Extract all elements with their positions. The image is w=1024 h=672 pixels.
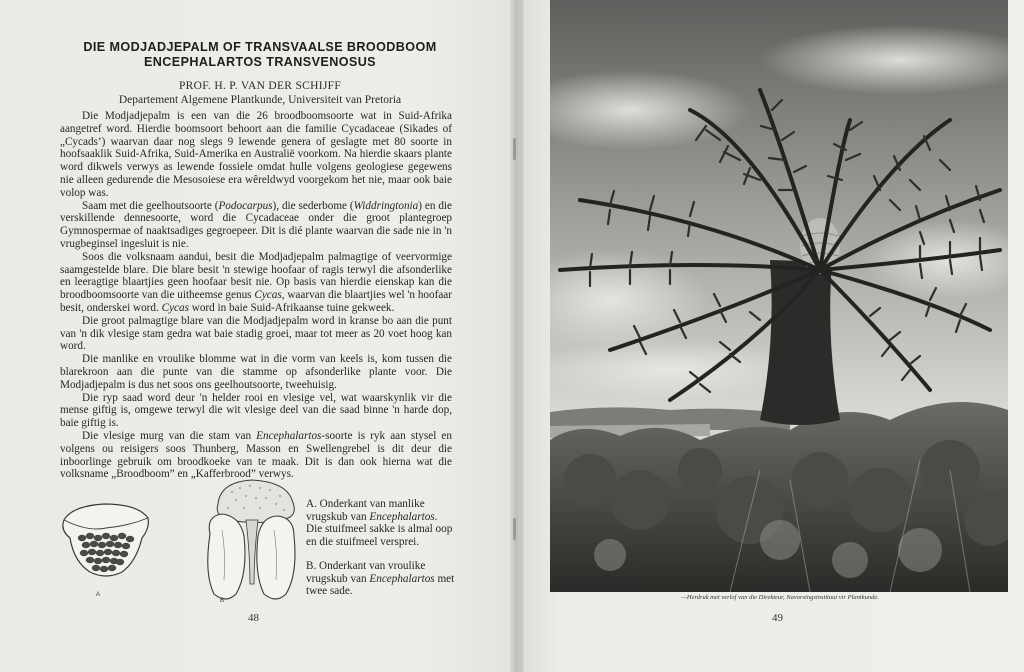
body-paragraph — [60, 200, 452, 251]
body-paragraph — [60, 353, 452, 391]
figure-b-caption — [306, 560, 456, 598]
italic-text-run: Cycas — [161, 301, 189, 314]
author-name: PROF. H. P. VAN DER SCHIJFF — [178, 80, 342, 92]
figure-b-label: B — [220, 598, 225, 604]
italic-text-run: Cycas — [254, 289, 282, 302]
article-title-line-1: DIE MODJADJEPALM OF TRANSVAALSE BROODBOOM — [83, 40, 437, 54]
text-run: word in baie Suid-Afrikaanse tuine gekweek. — [188, 301, 395, 314]
body-paragraph — [60, 110, 452, 200]
text-run: ), die sederbome ( — [272, 199, 354, 212]
italic-text-run: Encephalartos — [369, 572, 435, 585]
italic-text-run: Widdringtonia — [353, 199, 419, 212]
text-run: ) en die verskillende dennesoorte, word die Cycadaceae onder die groot plantegroep Gymnospermae of naaktsadiges gegroepeer. Dit is dié plante waarvan die sade nie in 'n vrugbeginsel ingesluit is nie. — [60, 199, 453, 250]
text-run: -soorte is ryk aan stysel en volgens ou reisigers soos Thunberg, Masson en Swellengrebel is dit deur die inboorlinge gebruik om broodkoeke van te maak. Dit is dan ook hierna wat die volksname „Broodboom” en „Kafferbrood” verwys. — [60, 429, 452, 481]
staple-bottom — [513, 518, 516, 540]
italic-text-run: Encephalartos — [256, 429, 322, 442]
article-body — [60, 110, 452, 481]
text-run: . Die stuifmeel sakke is almal oop en die stuifmeel versprei. — [306, 510, 453, 548]
body-paragraph — [60, 315, 452, 353]
body-paragraph — [60, 251, 452, 315]
text-run: Soos die volksnaam aandui, besit die Modjadjepalm palmagtige of veervormige saamgestelde blare. Die blare besit 'n stewige hoofaar of ragis terwyl die afsonderlike en leeragtige blaartjies geen hoofaar besit nie. Op basis van hierdie eienskap kan die broodboomsoorte van die uitheemse genus — [60, 250, 452, 302]
figure-a-caption — [306, 498, 456, 548]
male-cone-scale-figure — [58, 498, 154, 590]
text-run: Die groot palmagtige blare van die Modjadjepalm word in kranse bo aan die punt van 'n dik vlesige stam gedra wat baie stadig groei, maar tot meer as 20 voet hoog kan word. — [60, 314, 452, 353]
photo-credit: —Herdruk met verlof van die Direkteur, Navorsingsinstituut vir Plantkunde. — [681, 594, 879, 601]
text-run: A. Onderkant van manlike vrugskub van — [306, 498, 425, 523]
text-run: , waarvan die blaartjies wel 'n hoofaar besit, onderskei word. — [60, 289, 452, 314]
text-run: B. Onderkant van vroulike vrugskub van — [306, 560, 426, 585]
page-number-left: 48 — [248, 612, 259, 624]
figure-a-label: A — [96, 592, 101, 598]
female-cone-scale-figure — [200, 474, 304, 608]
body-paragraph — [60, 392, 452, 430]
text-run: Die manlike en vroulike blomme wat in die vorm van keels is, kom tussen die blarekroon aan die punte van die stamme op afsonderlike plante voor. Die Modjadjepalm is dus net soos ons geelhoutsoorte, tweehuisig. — [60, 353, 452, 391]
text-run: met twee sade. — [306, 572, 455, 598]
italic-text-run: Encephalartos — [369, 510, 435, 523]
text-run: Die ryp saad word deur 'n helder rooi en vlesige vel, wat waarskynlik vir die mense giftig is, omgewe terwyl die wit vlesige deel van die saad binne 'n harde dop, baie giftig is. — [60, 391, 452, 430]
text-run: Die Modjadjepalm is een van die 26 broodboomsoorte wat in Suid-Afrika aangetref word. Hierdie boomsoort behoort aan die familie Cycadaceae (Sikades of „Cycads’) waarvan daar nog slegs 9 lewende genera of geslagte met 80 soorte in hoofsaaklik Suid-Afrika, Suid-Amerika en Australië voorkom. Na hierdie skaars plante word dikwels verwys as lewende fossiele omdat hulle volgens geologiese gegewens nie alleen gedurende die Mesosoiese era wêreldwyd voorgekom het nie, maar ook baie volop was. — [60, 110, 452, 199]
text-run: Die vlesige murg van die stam van — [82, 429, 257, 442]
article-title-line-2: ENCEPHALARTOS TRANSVENOSUS — [144, 55, 376, 69]
book-gutter — [510, 0, 524, 672]
cycad-photograph — [550, 0, 1008, 592]
article-title — [60, 40, 460, 70]
staple-top — [513, 138, 516, 160]
page-number-right: 49 — [772, 612, 783, 624]
author-department: Departement Algemene Plantkunde, Universiteit van Pretoria — [118, 94, 402, 106]
italic-text-run: Podocarpus — [218, 199, 273, 212]
text-run: Saam met die geelhoutsoorte ( — [82, 199, 219, 212]
